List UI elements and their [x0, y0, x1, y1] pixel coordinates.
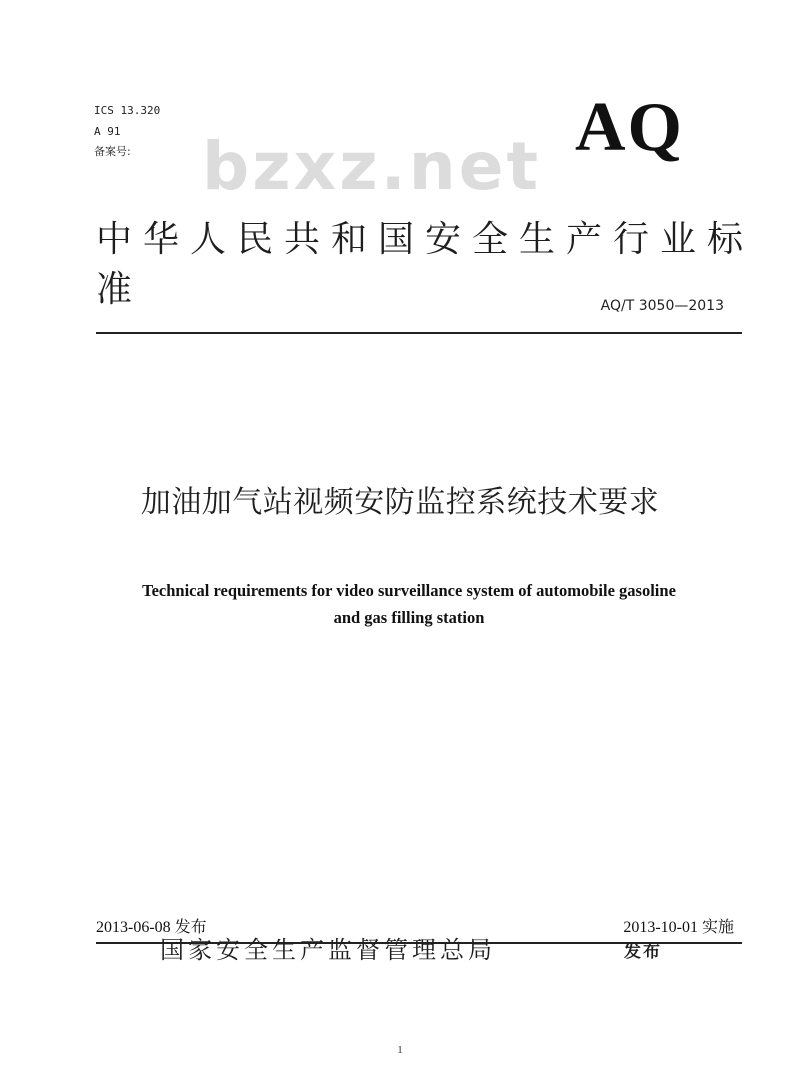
document-title-cn: 加油加气站视频安防监控系统技术要求: [140, 485, 660, 520]
page-number: 1: [397, 1044, 403, 1056]
document-title-en-line2: and gas filling station: [333, 608, 485, 627]
standard-category-title: 中华人民共和国安全生产行业标准: [96, 219, 755, 310]
aq-logo: AQ: [575, 89, 684, 166]
top-divider: [96, 332, 742, 334]
filing-number-label: 备案号:: [94, 145, 131, 158]
implementation-date: 2013-10-01 实施: [623, 919, 734, 936]
ics-code: ICS 13.320: [94, 104, 161, 117]
publish-label: 发布: [624, 942, 662, 962]
issue-date: 2013-06-08 发布: [96, 919, 207, 936]
ccs-code: A 91: [94, 125, 121, 138]
document-title-en-line1: Technical requirements for video surveillance system of automobile gasoline: [142, 581, 676, 600]
standard-number: AQ/T 3050—2013: [600, 298, 724, 314]
watermark: bzxz.net: [202, 128, 542, 205]
issuing-authority: 国家安全生产监督管理总局: [160, 936, 496, 964]
